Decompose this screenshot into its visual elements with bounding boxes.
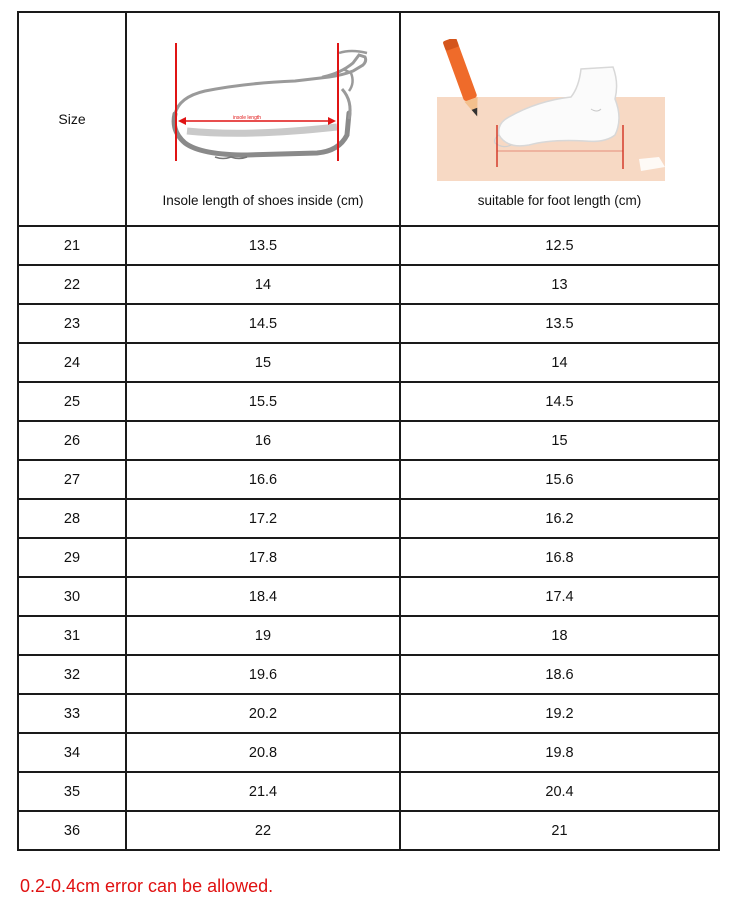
table-row	[18, 616, 719, 655]
insole-column-header	[126, 12, 400, 226]
table-header-row	[18, 12, 719, 226]
foot-cell: 15.6	[400, 460, 719, 499]
table-row	[18, 694, 719, 733]
foot-cell: 13.5	[400, 304, 719, 343]
insole-cell: 15.5	[126, 382, 400, 421]
size-cell: 31	[18, 616, 126, 655]
foot-cell: 13	[400, 265, 719, 304]
insole-cell: 19.6	[126, 655, 400, 694]
tolerance-note: 0.2-0.4cm error can be allowed.	[20, 876, 274, 896]
size-rows	[18, 226, 719, 850]
table-row	[18, 265, 719, 304]
foot-cell: 14	[400, 343, 719, 382]
table-row	[18, 772, 719, 811]
foot-cell: 19.2	[400, 694, 719, 733]
insole-cell: 17.8	[126, 538, 400, 577]
foot-cell: 20.4	[400, 772, 719, 811]
foot-cell: 12.5	[400, 226, 719, 265]
table-row	[18, 460, 719, 499]
foot-cell: 16.2	[400, 499, 719, 538]
insole-length-image-label: insole length	[232, 115, 262, 121]
insole-cell: 14.5	[126, 304, 400, 343]
table-row	[18, 226, 719, 265]
insole-cell: 22	[126, 811, 400, 850]
size-cell: 24	[18, 343, 126, 382]
foot-cell: 18.6	[400, 655, 719, 694]
size-cell: 27	[18, 460, 126, 499]
size-cell: 34	[18, 733, 126, 772]
foot-cell: 21	[400, 811, 719, 850]
size-cell: 21	[18, 226, 126, 265]
size-cell: 29	[18, 538, 126, 577]
insole-cell: 18.4	[126, 577, 400, 616]
foot-cell: 19.8	[400, 733, 719, 772]
insole-cell: 15	[126, 343, 400, 382]
insole-cell: 21.4	[126, 772, 400, 811]
foot-column-header	[400, 12, 719, 226]
table-row	[18, 304, 719, 343]
insole-cell: 20.2	[126, 694, 400, 733]
foot-cell: 14.5	[400, 382, 719, 421]
size-chart-table	[17, 11, 720, 851]
table-row	[18, 382, 719, 421]
table-row	[18, 343, 719, 382]
size-cell: 32	[18, 655, 126, 694]
size-cell: 25	[18, 382, 126, 421]
insole-cell: 16.6	[126, 460, 400, 499]
size-cell: 35	[18, 772, 126, 811]
size-header-label: Size	[58, 111, 86, 127]
table-row	[18, 811, 719, 850]
insole-cell: 16	[126, 421, 400, 460]
insole-cell: 17.2	[126, 499, 400, 538]
foot-cell: 16.8	[400, 538, 719, 577]
size-cell: 36	[18, 811, 126, 850]
table-row	[18, 499, 719, 538]
size-cell: 33	[18, 694, 126, 733]
insole-cell: 19	[126, 616, 400, 655]
foot-cell: 15	[400, 421, 719, 460]
size-cell: 30	[18, 577, 126, 616]
table-row	[18, 577, 719, 616]
table-row	[18, 421, 719, 460]
size-cell: 23	[18, 304, 126, 343]
insole-cell: 13.5	[126, 226, 400, 265]
size-cell: 28	[18, 499, 126, 538]
insole-header-label: Insole length of shoes inside (cm)	[162, 193, 364, 208]
table-row	[18, 655, 719, 694]
size-cell: 22	[18, 265, 126, 304]
size-cell: 26	[18, 421, 126, 460]
foot-cell: 17.4	[400, 577, 719, 616]
foot-measure-illustration	[401, 39, 720, 189]
foot-header-label: suitable for foot length (cm)	[477, 193, 642, 208]
foot-cell: 18	[400, 616, 719, 655]
insole-cell: 14	[126, 265, 400, 304]
size-column-header	[18, 12, 126, 226]
insole-cell: 20.8	[126, 733, 400, 772]
table-row	[18, 733, 719, 772]
insole-measure-illustration	[127, 39, 401, 189]
table-row	[18, 538, 719, 577]
